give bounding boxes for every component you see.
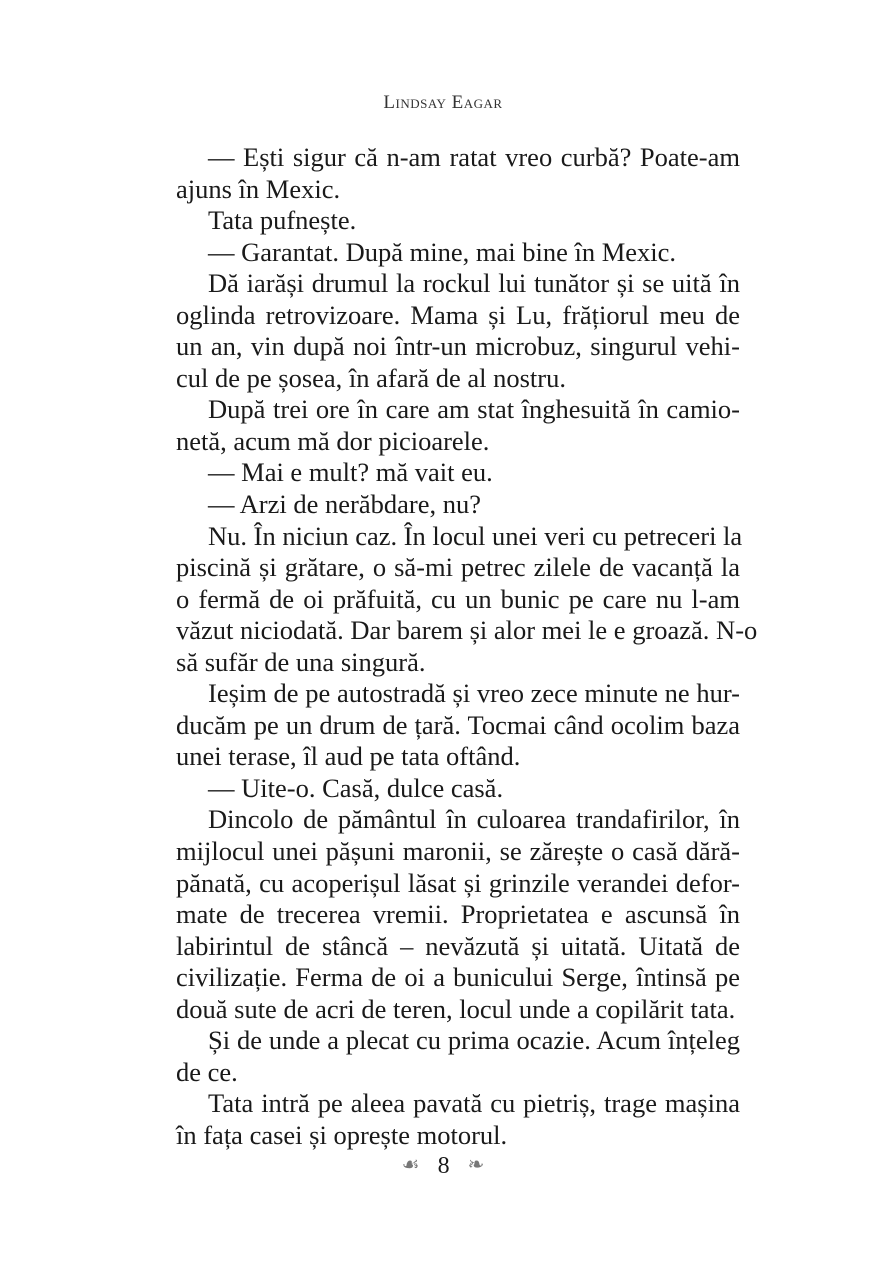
text-line: Dă iarăși drumul la rockul lui tunător și se uită în	[208, 268, 740, 299]
text-line: Nu. În niciun caz. În locul unei veri cu petreceri la	[208, 520, 743, 551]
paragraph	[176, 268, 740, 394]
text-line: două sute de acri de teren, locul unde a copilărit tata.	[176, 993, 736, 1024]
text-line: cul de pe șosea, în afară de al nostru.	[176, 362, 566, 393]
text-line: în fața casei și oprește motorul.	[176, 1119, 508, 1150]
page-number: 8	[437, 1153, 450, 1179]
paragraph	[176, 520, 758, 679]
text-line: — Ești sigur că n-am ratat vreo curbă? Poate-am	[208, 142, 740, 172]
text-line: labirintul de stâncă – nevăzută și uitată. Uitată de	[176, 930, 740, 961]
text-line: civilizație. Ferma de oi a bunicului Serge, întinsă pe	[176, 962, 740, 993]
text-line: — Arzi de nerăbdare, nu?	[208, 489, 481, 520]
text-line: o fermă de oi prăfuită, cu un bunic pe care nu l-am	[176, 583, 740, 614]
ornament-right-icon: ❧	[467, 1154, 485, 1176]
text-line: După trei ore în care am stat înghesuită în camio-	[208, 394, 740, 425]
paragraph	[176, 489, 740, 521]
text-line: ducăm pe un drum de țară. Tocmai când ocolim baza	[176, 709, 740, 740]
paragraph	[176, 237, 740, 269]
text-line: Ieșim de pe autostradă și vreo zece minute ne hur-	[208, 678, 740, 709]
paragraph	[176, 773, 740, 805]
text-line: de ce.	[176, 1056, 238, 1087]
page-footer	[0, 1152, 886, 1180]
running-header: Lindsay Eagar	[383, 92, 503, 113]
paragraph	[176, 678, 740, 773]
text-line: — Mai e mult? mă vait eu.	[208, 457, 493, 488]
paragraph	[176, 804, 740, 1025]
text-line: Tata intră pe aleea pavată cu pietriș, trage mașina	[208, 1088, 740, 1119]
text-line: mijlocul unei pășuni maronii, se zărește o casă dără-	[176, 836, 740, 867]
text-line: — Uite-o. Casă, dulce casă.	[208, 772, 504, 803]
page-body	[176, 142, 758, 1152]
paragraph	[176, 142, 740, 205]
text-line: — Garantat. După mine, mai bine în Mexic.	[208, 236, 677, 267]
text-line: un an, vin după noi într-un microbuz, singurul vehi-	[176, 331, 740, 362]
text-line: Dincolo de pământul în culoarea trandafirilor, în	[208, 804, 740, 835]
text-line: pănată, cu acoperișul lăsat și grinzile verandei defor-	[176, 867, 740, 898]
text-line: să sufăr de una singură.	[176, 646, 426, 677]
text-line: netă, acum mă dor picioarele.	[176, 425, 490, 456]
paragraph	[176, 394, 740, 457]
text-line: Și de unde a plecat cu prima ocazie. Acum înțeleg	[208, 1025, 740, 1056]
text-line: unei terase, îl aud pe tata oftând.	[176, 741, 521, 772]
text-line: ajuns în Mexic.	[176, 173, 341, 204]
paragraph	[176, 1088, 740, 1151]
ornament-left-icon: ☙	[401, 1154, 420, 1176]
text-line: văzut niciodată. Dar barem și alor mei le e groază. N-o	[176, 615, 758, 646]
text-line: piscină și grătare, o să-mi petrec zilele de vacanță la	[176, 552, 740, 583]
text-line: Tata pufnește.	[208, 205, 357, 236]
paragraph	[176, 457, 740, 489]
paragraph	[176, 1025, 740, 1088]
text-line: oglinda retrovizoare. Mama și Lu, frățiorul meu de	[176, 299, 740, 330]
text-line: mate de trecerea vremii. Proprietatea e ascunsă în	[176, 899, 740, 930]
paragraph	[176, 205, 740, 237]
